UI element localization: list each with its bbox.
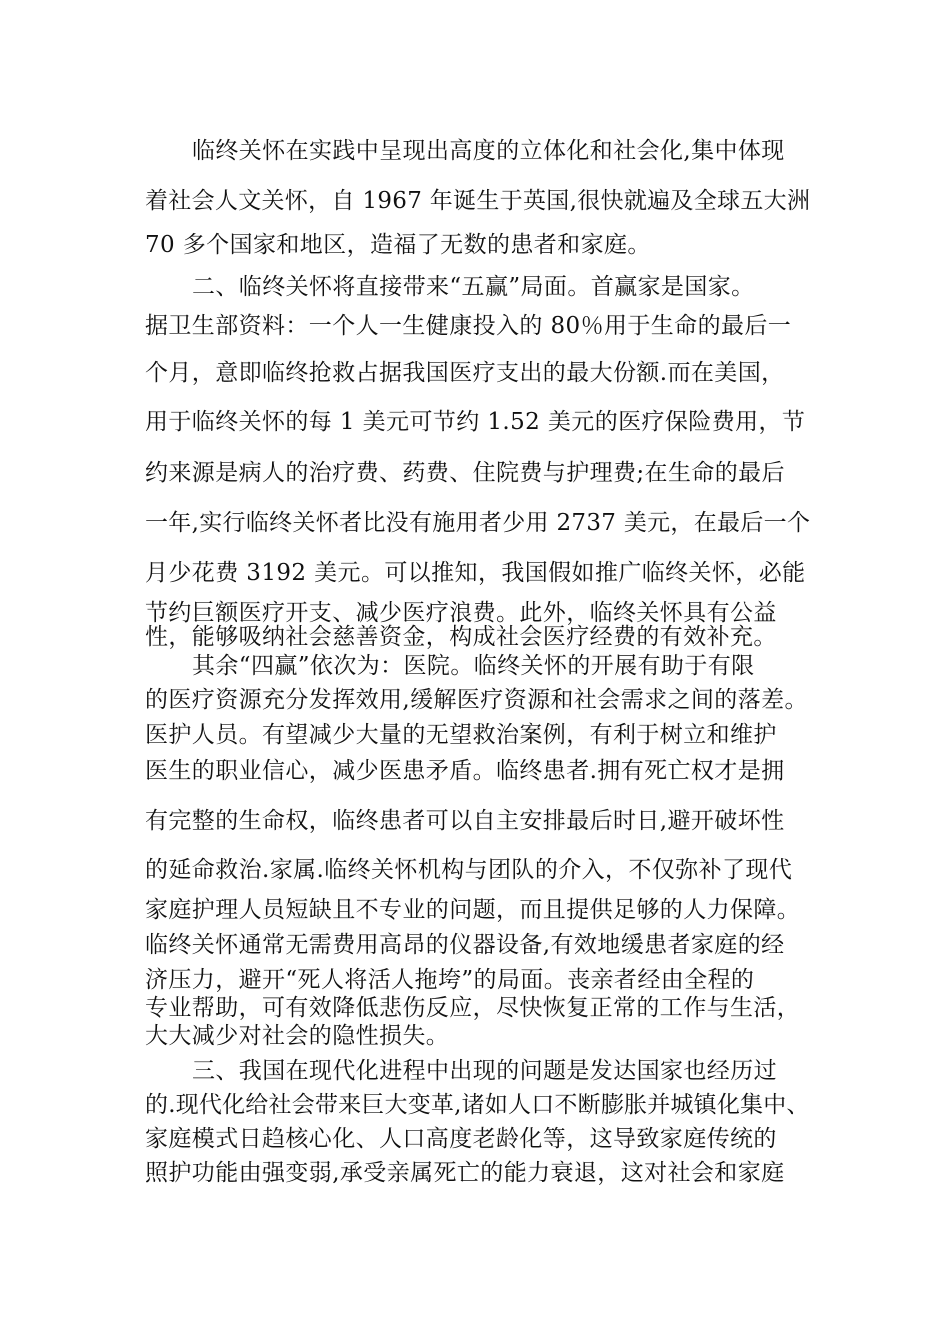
- text-line: 个月，意即临终抢救占据我国医疗支出的最大份额.而在美国，: [145, 360, 785, 386]
- text-line: 二、临终关怀将直接带来“五赢”局面。首赢家是国家。: [192, 274, 755, 300]
- text-line: 着社会人文关怀，自 1967 年诞生于英国,很快就遍及全球五大洲: [145, 188, 811, 214]
- text-line: 70 多个国家和地区，造福了无数的患者和家庭。: [145, 232, 651, 258]
- text-line: 的延命救治.家属.临终关怀机构与团队的介入，不仅弥补了现代: [145, 857, 793, 883]
- text-line: 约来源是病人的治疗费、药费、住院费与护理费;在生命的最后: [145, 460, 785, 486]
- text-line: 一年,实行临终关怀者比没有施用者少用 2737 美元，在最后一个: [145, 510, 811, 536]
- text-line: 专业帮助，可有效降低悲伤反应，尽快恢复正常的工作与生活，: [145, 995, 801, 1021]
- text-line: 的.现代化给社会带来巨大变革,诸如人口不断膨胀并城镇化集中、: [145, 1092, 810, 1118]
- text-line: 医生的职业信心，减少医患矛盾。临终患者.拥有死亡权才是拥: [145, 758, 785, 784]
- text-line: 济压力，避开“死人将活人拖垮”的局面。丧亲者经由全程的: [145, 967, 755, 993]
- text-line: 据卫生部资料：一个人一生健康投入的 80％用于生命的最后一: [145, 313, 792, 339]
- text-line: 三、我国在现代化进程中出现的问题是发达国家也经历过: [192, 1058, 777, 1084]
- text-line: 性，能够吸纳社会慈善资金，构成社会医疗经费的有效补充。: [145, 624, 777, 650]
- text-line: 月少花费 3192 美元。可以推知，我国假如推广临终关怀，必能: [145, 560, 806, 586]
- text-line: 节约巨额医疗开支、减少医疗浪费。此外，临终关怀具有公益: [145, 600, 777, 626]
- text-line: 的医疗资源充分发挥效用,缓解医疗资源和社会需求之间的落差。: [145, 687, 808, 713]
- text-line: 有完整的生命权，临终患者可以自主安排最后时日,避开破坏性: [145, 808, 785, 834]
- text-line: 临终关怀通常无需费用高昂的仪器设备,有效地缓患者家庭的经: [145, 932, 785, 958]
- text-line: 其余“四赢”依次为：医院。临终关怀的开展有助于有限: [192, 653, 755, 679]
- text-line: 医护人员。有望减少大量的无望救治案例，有利于树立和维护: [145, 722, 777, 748]
- text-line: 临终关怀在实践中呈现出高度的立体化和社会化,集中体现: [192, 138, 785, 164]
- text-line: 家庭护理人员短缺且不专业的问题，而且提供足够的人力保障。: [145, 897, 801, 923]
- text-line: 大大减少对社会的隐性损失。: [145, 1023, 450, 1049]
- text-line: 家庭模式日趋核心化、人口高度老龄化等，这导致家庭传统的: [145, 1126, 777, 1152]
- text-line: 照护功能由强变弱,承受亲属死亡的能力衰退，这对社会和家庭: [145, 1160, 785, 1186]
- text-line: 用于临终关怀的每 1 美元可节约 1.52 美元的医疗保险费用，节: [145, 409, 806, 435]
